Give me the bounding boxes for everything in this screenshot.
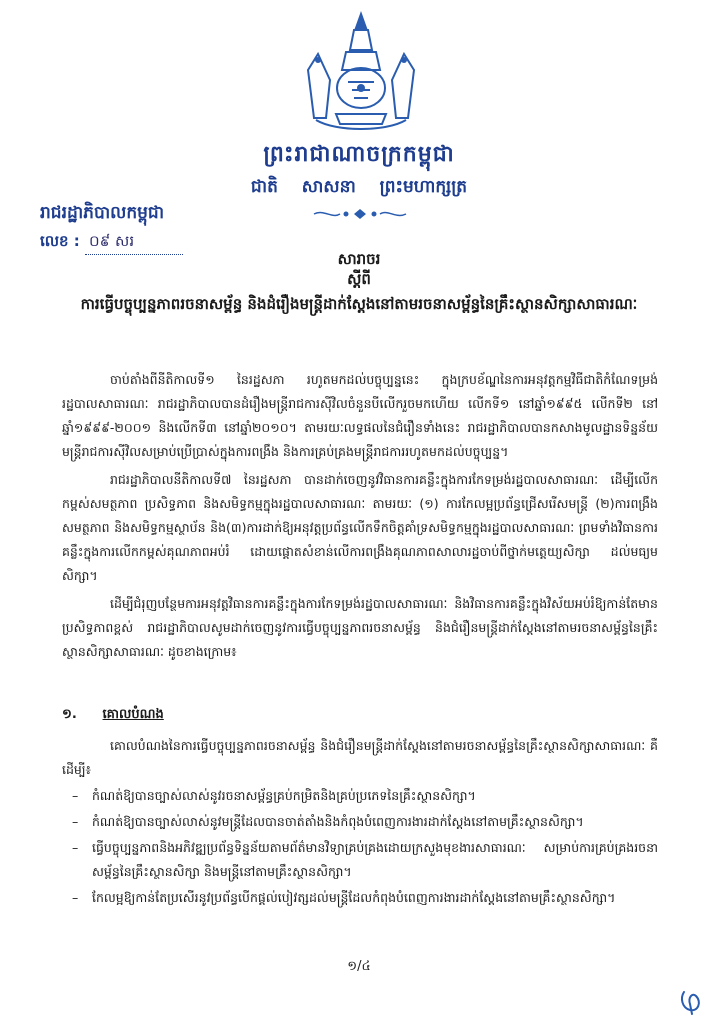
document-body xyxy=(62,368,658,668)
national-motto: ជាតិ សាសនា ព្រះមហាក្សត្រ xyxy=(250,177,468,197)
reference-label: លេខ : xyxy=(40,232,80,250)
section-body xyxy=(62,734,658,912)
page-number: ១/៤ xyxy=(347,959,371,974)
issuing-government: រាជរដ្ឋាភិបាលកម្ពុជា xyxy=(40,203,165,223)
list-item: – កែលម្អឱ្យកាន់តែប្រសើរនូវប្រព័ន្ធបើកផ្ដល់បៀវត្សដល់មន្ត្រីដែលកំពុងបំពេញការងារដាក់ស្ដែងនៅតាមគ្រឹះស្ថានសិក្សា។ xyxy=(72,890,616,905)
ornament-divider-icon xyxy=(310,207,410,221)
handwritten-initial-icon xyxy=(676,988,706,1016)
kingdom-title: ព្រះរាជាណាចក្រកម្ពុជា xyxy=(263,142,455,167)
paragraph-2: រាជរដ្ឋាភិបាលនីតិកាលទី៧ នៃរដ្ឋសភា បានដាក់ចេញនូវវិធានការគន្លឹះក្នុងការកែទម្រង់រដ្ឋបាលសាធារណៈ ដើម្បីលើកកម្ពស់សមត្ថភាព ប្រសិទ្ធភាព និងសមិទ្ធកម្មក្នុងរដ្ឋបាលសាធារណៈ តាមរយៈ (១) ការកែលម្អប្រព័ន្ធជ្រើសរើសមន្ត្រី (២)ការពង្រឹងសមត្ថភាព និងសមិទ្ធកម្មស្ថាប័ន និង(៣)ការដាក់ឱ្យអនុវត្តប្រព័ន្ធលើកទឹកចិត្តគាំទ្រសមិទ្ធកម្មក្នុងរដ្ឋបាលសាធារណៈ ព្រមទាំងវិធានការគន្លឹះក្នុងការលើកកម្ពស់គុណភាពអប់រំ ដោយផ្ដោតសំខាន់លើការពង្រឹងគុណភាពសាលារដ្ឋចាប់ពីថ្នាក់មត្តេយ្យសិក្សា ដល់មធ្យមសិក្សា។ xyxy=(62,472,658,583)
document-type: សារាចរ xyxy=(337,250,381,268)
section-intro: គោលបំណងនៃការធ្វើបច្ចុប្បន្នភាពរចនាសម្ព័ន្ធ និងជំរឿនមន្ត្រីដាក់ស្ដែងនៅតាមរចនាសម្ព័ន្ធនៃគ្រឹះស្ថានសិក្សាសាធារណៈ គឺដើម្បី៖ xyxy=(62,738,658,777)
paragraph-1: ចាប់តាំងពីនីតិកាលទី១ នៃរដ្ឋសភា រហូតមកដល់បច្ចុប្បន្ននេះ ក្នុងក្របខ័ណ្ឌនៃការអនុវត្តកម្មវិធីជាតិកំណែទម្រង់រដ្ឋបាលសាធារណៈ រាជរដ្ឋាភិបាលបានដំរឿងមន្ត្រីរាជការស៊ីវិលចំនួនបីលើករួចមកហើយ លើកទី១ នៅឆ្នាំ១៩៩៥ លើកទី២ នៅឆ្នាំ១៩៩៩-២០០១ និងលើកទី៣ នៅឆ្នាំ២០១០។ តាមរយៈលទ្ធផលនៃជំរឿនទាំងនេះ រាជរដ្ឋាភិបាលបានកសាងមូលដ្ឋានទិន្នន័យមន្ត្រីរាជការស៊ីវិលសម្រាប់ប្រើប្រាស់ក្នុងការពង្រឹង និងការគ្រប់គ្រងមន្ត្រីរាជការរហូតមកដល់បច្ចុប្បន្ន។ xyxy=(62,372,658,459)
list-item-text: កំណត់ឱ្យបានច្បាស់លាស់នូវរចនាសម្ព័ន្ធគ្រប់កម្រិតនិងគ្រប់ប្រភេទនៃគ្រឹះស្ថានសិក្សា។ xyxy=(92,788,476,803)
document-subject-label: ស្ដីពី xyxy=(347,270,371,288)
section-heading xyxy=(62,706,658,725)
section-number: ១. xyxy=(62,707,77,722)
royal-emblem-icon xyxy=(296,10,426,135)
paragraph-3: ដើម្បីជំរុញបន្ថែមការអនុវត្តវិធានការគន្លឹះក្នុងការកែទម្រង់រដ្ឋបាលសាធារណៈ និងវិធានការគន្លឹះក្នុងវិស័យអប់រំឱ្យកាន់តែមានប្រសិទ្ធភាពខ្ពស់ រាជរដ្ឋាភិបាលសូមដាក់ចេញនូវការធ្វើបច្ចុប្បន្នភាពរចនាសម្ព័ន្ធ និងជំរឿនមន្ត្រីដាក់ស្ដែងនៅតាមរចនាសម្ព័ន្ធនៃគ្រឹះស្ថានសិក្សាសាធារណៈ ដូចខាងក្រោម៖ xyxy=(62,596,658,659)
objective-list xyxy=(62,784,658,910)
section-label: គោលបំណង xyxy=(102,707,164,722)
list-item: – កំណត់ឱ្យបានច្បាស់លាស់នូវរចនាសម្ព័ន្ធគ្រប់កម្រិតនិងគ្រប់ប្រភេទនៃគ្រឹះស្ថានសិក្សា។ xyxy=(72,788,476,803)
list-item-text: កំណត់ឱ្យបានច្បាស់លាស់នូវមន្ត្រីដែលបានចាត់តាំងនិងកំពុងបំពេញការងារដាក់ស្ដែងនៅតាមគ្រឹះស្ថានសិក្សា។ xyxy=(92,814,584,829)
list-item-text: កែលម្អឱ្យកាន់តែប្រសើរនូវប្រព័ន្ធបើកផ្ដល់បៀវត្សដល់មន្ត្រីដែលកំពុងបំពេញការងារដាក់ស្ដែងនៅតាមគ្រឹះស្ថានសិក្សា។ xyxy=(92,890,616,905)
document-title: ការធ្វើបច្ចុប្បន្នភាពរចនាសម្ព័ន្ធ និងដំរឿងមន្ត្រីដាក់ស្ដែងនៅតាមរចនាសម្ព័ន្ធនៃគ្រឹះស្ថានសិក្សាសាធារណៈ xyxy=(80,295,638,313)
list-item: – ធ្វើបច្ចុប្បន្នភាពនិងអភិវឌ្ឍប្រព័ន្ធទិន្នន័យតាមព័ត៌មានវិទ្យាគ្រប់គ្រងដោយក្រសួងមុខងារសាធារណៈ សម្រាប់ការគ្រប់គ្រងរចនាសម្ព័ន្ធនៃគ្រឹះស្ថានសិក្សា និងមន្ត្រីនៅតាមគ្រឹះស្ថានសិក្សា។ xyxy=(72,840,658,879)
list-item: – កំណត់ឱ្យបានច្បាស់លាស់នូវមន្ត្រីដែលបានចាត់តាំងនិងកំពុងបំពេញការងារដាក់ស្ដែងនៅតាមគ្រឹះស្ថានសិក្សា។ xyxy=(72,814,584,829)
list-item-text: ធ្វើបច្ចុប្បន្នភាពនិងអភិវឌ្ឍប្រព័ន្ធទិន្នន័យតាមព័ត៌មានវិទ្យាគ្រប់គ្រងដោយក្រសួងមុខងារសាធារណៈ សម្រាប់ការគ្រប់គ្រងរចនាសម្ព័ន្ធនៃគ្រឹះស្ថានសិក្សា និងមន្ត្រីនៅតាមគ្រឹះស្ថានសិក្សា។ xyxy=(92,840,658,879)
reference-value: ០៩ សរ xyxy=(85,232,183,255)
